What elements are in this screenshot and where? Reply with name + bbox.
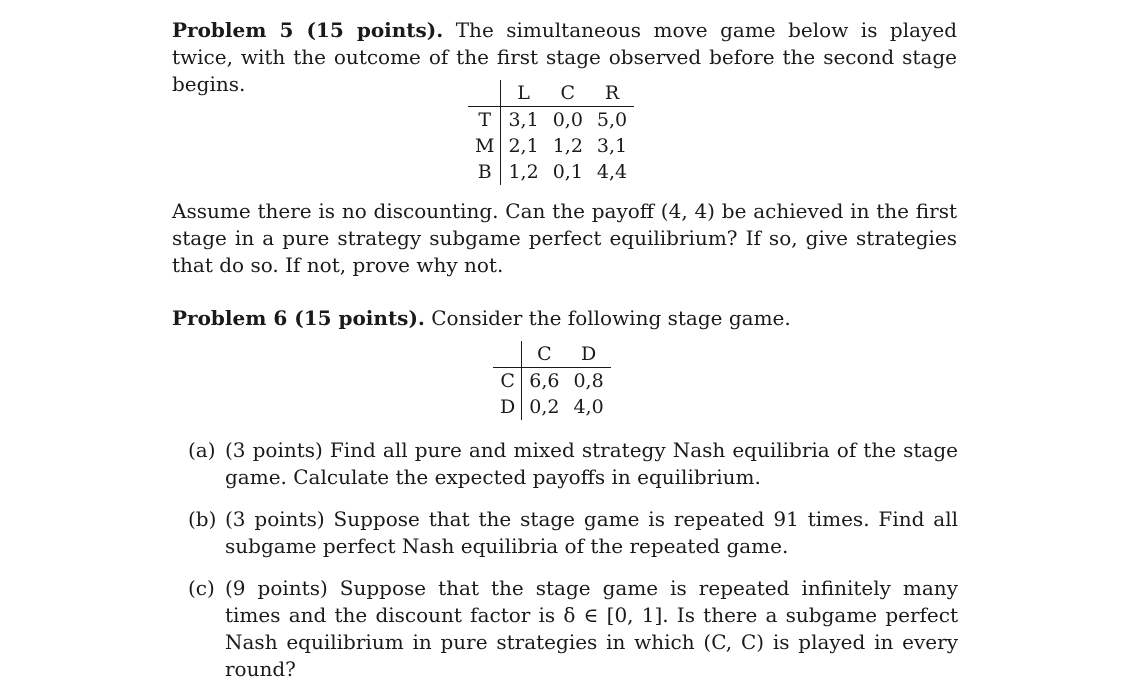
matrix-header-row (468, 80, 634, 107)
part-text: (3 points) Find all pure and mixed strategy Nash equilibria of the stage game. Calculate the expected payoffs in equilibrium. (225, 438, 958, 489)
payoff-cell: 1,2 (552, 135, 583, 157)
payoff-cell: 1,2 (508, 161, 539, 183)
payoff-cell: 0,2 (529, 396, 560, 418)
payoff-cell: 2,1 (508, 135, 539, 157)
column-label: C (546, 80, 590, 107)
payoff-cell: 0,0 (552, 109, 583, 131)
matrix-header-row (493, 341, 611, 368)
matrix-corner (493, 341, 522, 368)
problem-6-intro (172, 305, 957, 332)
part-label: (b) (188, 507, 217, 531)
payoff-cell: 6,6 (529, 370, 560, 392)
problem-6-intro-text: Consider the following stage game. (431, 306, 791, 330)
matrix-corner (468, 80, 501, 107)
problem-6-part-c (188, 575, 958, 683)
payoff-cell: 4,0 (573, 396, 604, 418)
problem-5-question-text: Assume there is no discounting. Can the payoff (4, 4) be achieved in the first stage in a pure strategy subgame perfect equilibrium? If so, give strategies that do so. If not, prove why not. (172, 199, 957, 277)
row-label: C (493, 368, 522, 395)
matrix-row (468, 133, 634, 159)
problem-6-payoff-matrix (493, 341, 611, 420)
problem-6-heading: Problem 6 (15 points). (172, 306, 425, 330)
part-text: (9 points) Suppose that the stage game is repeated infinitely many times and the discount factor is δ ∈ [0, 1]. Is there a subgame perfect Nash equilibrium in pure strategies in which (C, C) is played in every round? (225, 576, 958, 681)
payoff-cell: 3,1 (596, 135, 628, 157)
matrix-row (493, 368, 611, 395)
problem-6-part-a (188, 437, 958, 491)
payoff-cell: 4,4 (596, 161, 628, 183)
matrix-row (468, 159, 634, 185)
problem-5-intro-text: The simultaneous move game below is played twice, with the outcome of the first stage observed before the second stage begins. (172, 18, 957, 96)
column-label: D (566, 341, 610, 368)
row-label: T (468, 107, 501, 134)
problem-5-heading: Problem 5 (15 points). (172, 18, 444, 42)
payoff-cell: 5,0 (596, 109, 628, 131)
problem-6-part-b (188, 506, 958, 560)
part-label: (a) (188, 438, 216, 462)
row-label: B (468, 159, 501, 185)
matrix-row (468, 107, 634, 134)
problem-5-question (172, 198, 957, 279)
part-text: (3 points) Suppose that the stage game is repeated 91 times. Find all subgame perfect Nash equilibria of the repeated game. (225, 507, 958, 558)
payoff-cell: 3,1 (508, 109, 539, 131)
payoff-cell: 0,1 (552, 161, 583, 183)
part-label: (c) (188, 576, 215, 600)
column-label: L (501, 80, 546, 107)
problem-5-payoff-matrix (468, 80, 634, 185)
row-label: M (468, 133, 501, 159)
column-label: R (590, 80, 634, 107)
matrix-row (493, 394, 611, 420)
payoff-cell: 0,8 (573, 370, 604, 392)
row-label: D (493, 394, 522, 420)
column-label: C (522, 341, 567, 368)
